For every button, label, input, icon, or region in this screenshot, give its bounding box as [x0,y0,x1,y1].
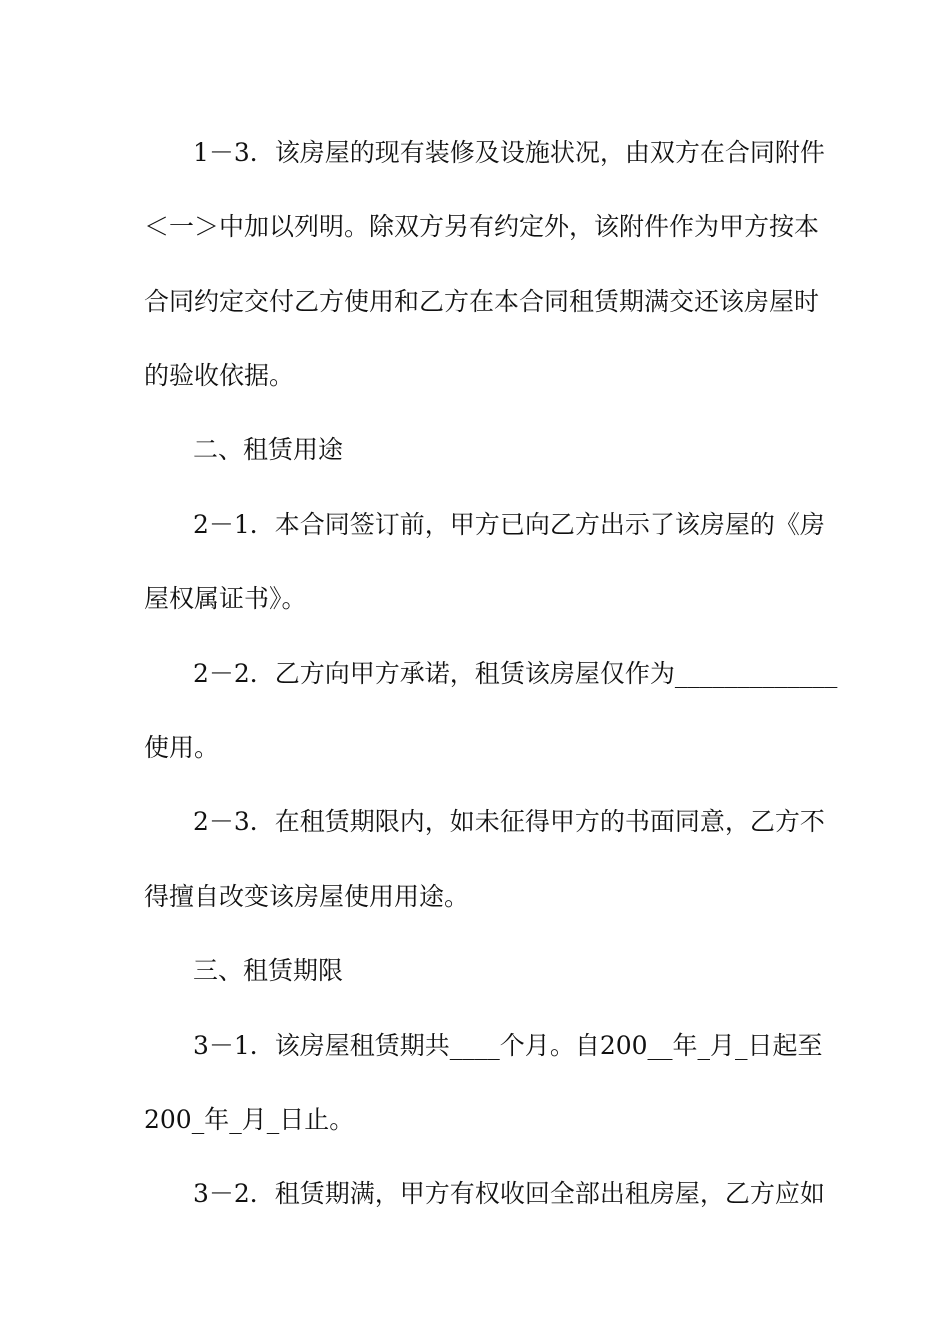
paragraph-1-3-line-2: ＜一＞中加以列明。除双方另有约定外，该附件作为甲方按本 [144,212,820,241]
paragraph-2-1-line-2: 屋权属证书》。 [144,584,307,613]
paragraph-2-2-line-1: 2－2．乙方向甲方承诺，租赁该房屋仅作为_____________ [193,659,838,688]
paragraph-3-2-line-1: 3－2．租赁期满，甲方有权收回全部出租房屋，乙方应如 [193,1179,825,1208]
paragraph-3-1-line-1: 3－1．该房屋租赁期共____个月。自200__年_月_日起至 [193,1031,823,1060]
paragraph-1-3-line-3: 合同约定交付乙方使用和乙方在本合同租赁期满交还该房屋时 [144,287,820,316]
paragraph-3-1-line-2: 200_年_月_日止。 [144,1105,355,1134]
paragraph-1-3-line-1: 1－3．该房屋的现有装修及设施状况，由双方在合同附件 [193,138,825,167]
paragraph-1-3-line-4: 的验收依据。 [144,361,295,390]
section-heading-rental-term: 三、租赁期限 [193,956,344,985]
section-heading-rental-use: 二、租赁用途 [193,435,344,464]
paragraph-2-3-line-1: 2－3．在租赁期限内，如未征得甲方的书面同意，乙方不 [193,807,825,836]
paragraph-2-3-line-2: 得擅自改变该房屋使用用途。 [144,882,470,911]
paragraph-2-2-line-2: 使用。 [144,733,220,762]
paragraph-2-1-line-1: 2－1．本合同签订前，甲方已向乙方出示了该房屋的《房 [193,510,825,539]
